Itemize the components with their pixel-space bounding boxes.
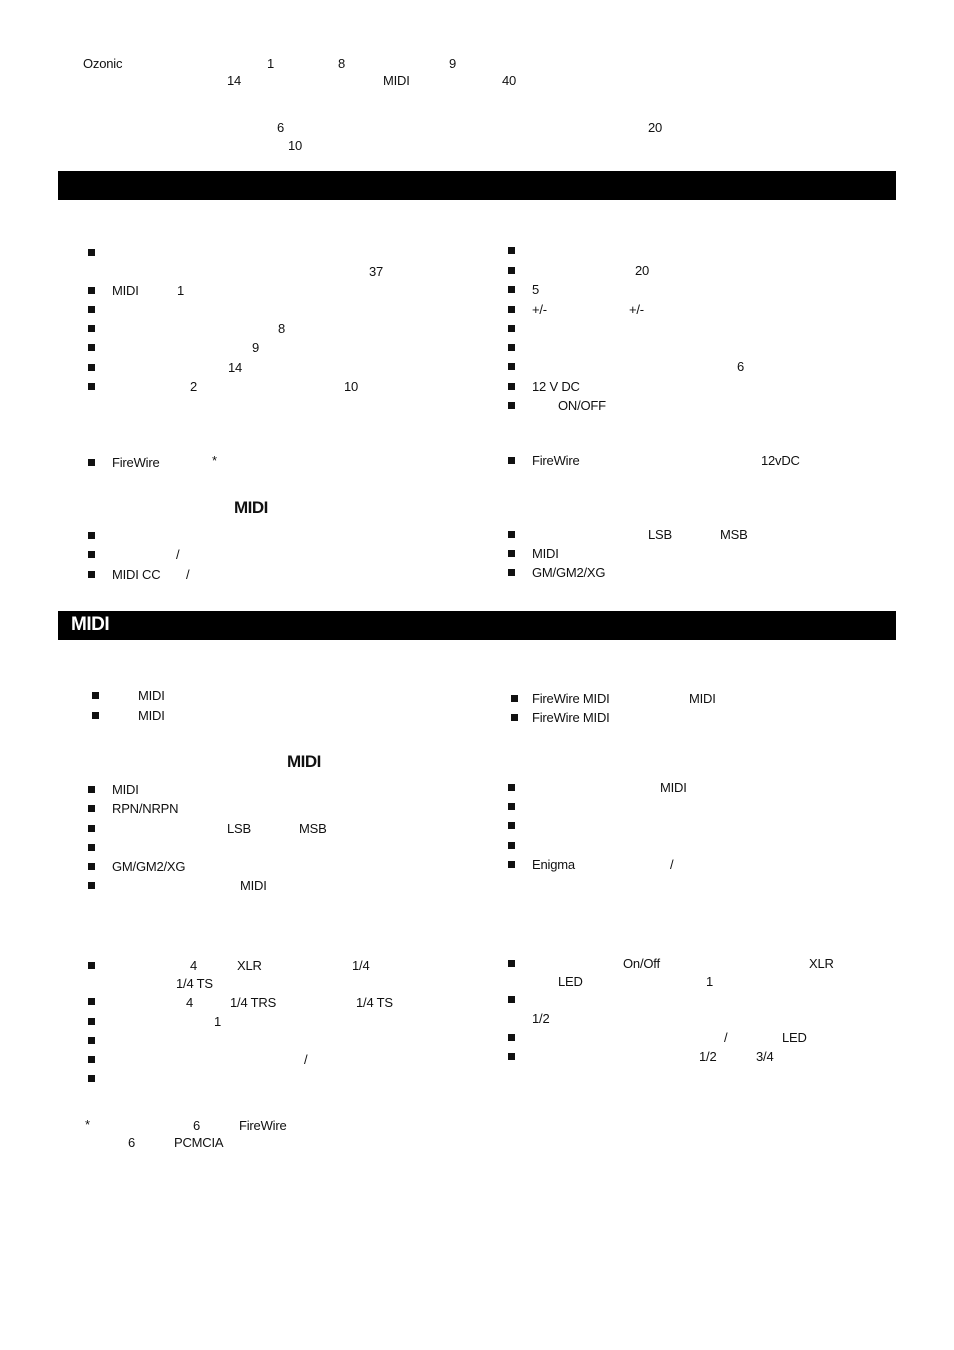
list-item: 1/4 TS [176, 976, 213, 991]
list-item: LED [782, 1030, 807, 1045]
list-item: 5 [532, 282, 540, 297]
bullet-icon [511, 695, 518, 702]
list-item: 12 V DC [532, 379, 580, 394]
list-item: GM/GM2/XG [112, 859, 186, 874]
list-item: 2 [190, 379, 198, 394]
bullet-icon [88, 551, 95, 558]
bullet-icon [88, 825, 95, 832]
bullet-icon [88, 882, 95, 889]
bullet-icon [508, 363, 515, 370]
list-item: 1/2 [699, 1049, 717, 1064]
list-item: 9 [252, 340, 260, 355]
bullet-icon [508, 1034, 515, 1041]
intro-text: 20 [648, 120, 663, 135]
list-item: FireWire [112, 455, 160, 470]
bullet-icon [88, 786, 95, 793]
bullet-icon [88, 364, 95, 371]
bullet-icon [92, 692, 99, 699]
bullet-icon [508, 247, 515, 254]
list-item: +/- [532, 302, 547, 317]
bullet-icon [508, 267, 515, 274]
list-item: MIDI [532, 546, 559, 561]
bullet-icon [511, 714, 518, 721]
bullet-icon [88, 962, 95, 969]
bullet-icon [508, 822, 515, 829]
list-item: / [304, 1052, 308, 1067]
bullet-icon [88, 344, 95, 351]
subsection-heading: MIDI [234, 498, 268, 517]
list-item: 6 [737, 359, 745, 374]
bullet-icon [508, 325, 515, 332]
bullet-icon [508, 803, 515, 810]
footnote-text: FireWire [239, 1118, 287, 1133]
list-item: 1 [177, 283, 185, 298]
list-item: MIDI [112, 782, 139, 797]
bullet-icon [88, 571, 95, 578]
list-item: 4 [186, 995, 194, 1010]
bullet-icon [508, 457, 515, 464]
bullet-icon [508, 861, 515, 868]
intro-text: 40 [502, 73, 517, 88]
footnote-text: 6 [128, 1135, 136, 1150]
intro-text: 1 [267, 56, 275, 71]
section-header-features [58, 171, 896, 200]
bullet-icon [88, 287, 95, 294]
list-item: FireWire MIDI [532, 710, 610, 725]
list-item: ON/OFF [558, 398, 606, 413]
list-item: GM/GM2/XG [532, 565, 606, 580]
bullet-icon [508, 842, 515, 849]
list-item: LED [558, 974, 583, 989]
list-item: 37 [369, 264, 384, 279]
footnote-marker: * [212, 453, 217, 468]
list-item: On/Off [623, 956, 660, 971]
list-item: MIDI [138, 688, 165, 703]
list-item: / [724, 1030, 728, 1045]
list-item: 10 [344, 379, 359, 394]
list-item: 1 [706, 974, 714, 989]
list-item: LSB [648, 527, 672, 542]
list-item: MIDI [240, 878, 267, 893]
list-item: FireWire MIDI [532, 691, 610, 706]
intro-text: 8 [338, 56, 346, 71]
bullet-icon [508, 550, 515, 557]
bullet-icon [88, 325, 95, 332]
bullet-icon [508, 383, 515, 390]
bullet-icon [88, 532, 95, 539]
bullet-icon [508, 1053, 515, 1060]
bullet-icon [88, 844, 95, 851]
intro-text: 9 [449, 56, 457, 71]
list-item: MIDI [689, 691, 716, 706]
list-item: / [186, 567, 190, 582]
bullet-icon [92, 712, 99, 719]
bullet-icon [508, 344, 515, 351]
list-item: 3/4 [756, 1049, 774, 1064]
bullet-icon [88, 459, 95, 466]
list-item: MSB [299, 821, 327, 836]
footnote-text: 6 [193, 1118, 201, 1133]
list-item: XLR [809, 956, 834, 971]
list-item: Enigma [532, 857, 575, 872]
bullet-icon [88, 249, 95, 256]
intro-text: 6 [277, 120, 285, 135]
list-item: / [176, 547, 180, 562]
list-item: MIDI [138, 708, 165, 723]
bullet-icon [508, 569, 515, 576]
list-item: 4 [190, 958, 198, 973]
bullet-icon [88, 1075, 95, 1082]
intro-text: 14 [227, 73, 242, 88]
bullet-icon [508, 402, 515, 409]
list-item: MSB [720, 527, 748, 542]
intro-text: Ozonic [83, 56, 123, 71]
bullet-icon [88, 863, 95, 870]
list-item: 1/4 TS [356, 995, 393, 1010]
bullet-icon [508, 306, 515, 313]
bullet-icon [508, 286, 515, 293]
bullet-icon [88, 1018, 95, 1025]
list-item: +/- [629, 302, 644, 317]
list-item: RPN/NRPN [112, 801, 179, 816]
list-item: FireWire [532, 453, 580, 468]
bullet-icon [88, 306, 95, 313]
section-title: MIDI [71, 614, 110, 635]
list-item: 1/4 [352, 958, 370, 973]
bullet-icon [508, 996, 515, 1003]
intro-text: MIDI [383, 73, 410, 88]
list-item: 8 [278, 321, 286, 336]
list-item: MIDI [660, 780, 687, 795]
bullet-icon [508, 784, 515, 791]
list-item: 1 [214, 1014, 222, 1029]
list-item: MIDI CC [112, 567, 161, 582]
list-item: / [670, 857, 674, 872]
bullet-icon [88, 1037, 95, 1044]
intro-text: 10 [288, 138, 303, 153]
subsection-heading: MIDI [287, 752, 321, 771]
list-item: MIDI [112, 283, 139, 298]
bullet-icon [88, 998, 95, 1005]
list-item: LSB [227, 821, 251, 836]
list-item: 20 [635, 263, 650, 278]
list-item: 12vDC [761, 453, 800, 468]
footnote-marker: * [85, 1117, 90, 1132]
bullet-icon [508, 960, 515, 967]
bullet-icon [88, 383, 95, 390]
list-item: XLR [237, 958, 262, 973]
list-item: 1/4 TRS [230, 995, 277, 1010]
list-item: 1/2 [532, 1011, 550, 1026]
bullet-icon [88, 805, 95, 812]
list-item: 14 [228, 360, 243, 375]
bullet-icon [508, 531, 515, 538]
bullet-icon [88, 1056, 95, 1063]
section-header-midi [58, 611, 896, 640]
footnote-text: PCMCIA [174, 1135, 224, 1150]
